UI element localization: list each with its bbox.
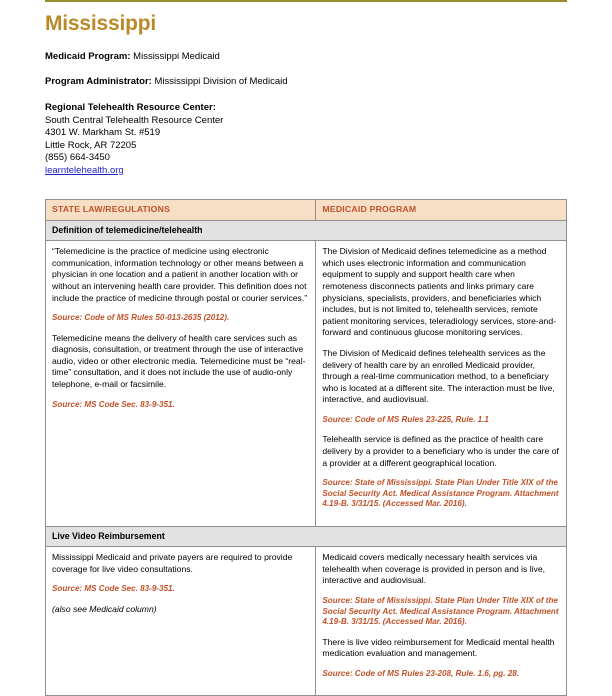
paragraph: The Division of Medicaid defines telemedicine as a method which uses electronic information and communication equipment to supply and support health care when remoteness disconnects patients and links primary care physicians, specialists, providers, and beneficiaries which includes, but is not limited to, telehealth services, remote patient monitoring services, teleradiology services, store-and-forward and continuous glucose monitoring services. bbox=[322, 246, 556, 338]
medicaid-program-label: Medicaid Program: bbox=[45, 51, 131, 62]
source-citation: Source: State of Mississippi. State Plan Under Title XIX of the Social Security Act. Medical Assistance Program. Attachment 4.19-B. 3/31/15. (Accessed Mar. 2016). bbox=[322, 478, 559, 509]
rtrc-heading: Regional Telehealth Resource Center: bbox=[45, 102, 216, 113]
cross-reference-note: (also see Medicaid column) bbox=[52, 603, 157, 614]
source-citation: Source: State of Mississippi. State Plan Under Title XIX of the Social Security Act. Medical Assistance Program. Attachment 4.19-B. 3/31/15. (Accessed Mar. 2016). bbox=[322, 596, 559, 627]
rtrc-address-line-1: 4301 W. Markham St. #519 bbox=[45, 127, 161, 138]
rtrc-phone: (855) 664-3450 bbox=[45, 152, 110, 163]
paragraph: “Telemedicine is the practice of medicine using electronic communication, information technology or other means between a physician in one location and a patient in another location with or without an intervening health care provider. This definition does not include the practice of medicine through postal or courier services.” bbox=[52, 246, 308, 303]
source-citation: Source: Code of MS Rules 23-225, Rule. 1.1 bbox=[322, 414, 489, 424]
table-row bbox=[46, 547, 567, 696]
cell-medicaid-live-video bbox=[316, 547, 567, 696]
source-citation: Source: MS Code Sec. 83-9-351. bbox=[52, 399, 175, 409]
policy-table bbox=[45, 199, 567, 696]
cell-state-law-live-video bbox=[46, 547, 316, 696]
rtrc-website-link[interactable]: learntelehealth.org bbox=[45, 164, 124, 176]
section-title-live-video: Live Video Reimbursement bbox=[46, 526, 567, 547]
header-rule bbox=[45, 0, 567, 2]
section-header-row bbox=[46, 526, 567, 547]
paragraph: The Division of Medicaid defines telehealth services as the delivery of health care by an enrolled Medicaid provider, through a real-time communication method, to a beneficiary who is located at a different site. The interaction must be live, interactive, and audiovisual. bbox=[322, 347, 555, 405]
table-header-row bbox=[46, 200, 567, 221]
program-administrator-label: Program Administrator: bbox=[45, 76, 152, 87]
rtrc-name: South Central Telehealth Resource Center bbox=[45, 114, 224, 126]
column-header-state-law: STATE LAW/REGULATIONS bbox=[46, 200, 316, 221]
medicaid-program-line bbox=[45, 50, 567, 63]
program-administrator-line bbox=[45, 75, 567, 88]
paragraph: Telehealth service is defined as the practice of health care delivery by a provider to a beneficiary who is under the care of a provider at a different geographical location. bbox=[322, 434, 559, 468]
page-title: Mississippi bbox=[45, 12, 157, 35]
rtrc-address-line-2: Little Rock, AR 72205 bbox=[45, 139, 137, 151]
paragraph: Mississippi Medicaid and private payers are required to provide coverage for live video consultations. bbox=[52, 552, 293, 574]
program-meta bbox=[45, 50, 567, 88]
paragraph: Telemedicine means the delivery of health care services such as diagnosis, consultation, or treatment through the use of interactive audio, video or other electronic media. Telemedicine must be “real-time” consultation, and it does not include the use of audio-only telephone, e-mail or facsimile. bbox=[52, 332, 306, 390]
source-citation: Source: MS Code Sec. 83-9-351. bbox=[52, 584, 175, 594]
section-header-row bbox=[46, 220, 567, 241]
policy-table-body bbox=[46, 200, 567, 696]
paragraph: There is live video reimbursement for Medicaid mental health medication evaluation and management. bbox=[322, 636, 555, 659]
column-header-medicaid-program: MEDICAID PROGRAM bbox=[316, 200, 567, 221]
section-title-definition: Definition of telemedicine/telehealth bbox=[46, 220, 567, 241]
program-administrator-value: Mississippi Division of Medicaid bbox=[151, 76, 288, 87]
medicaid-program-value: Mississippi Medicaid bbox=[130, 51, 220, 62]
regional-telehealth-resource-center bbox=[45, 102, 567, 177]
paragraph: Medicaid covers medically necessary health services via telehealth when coverage is provided in person and is live, interactive and audiovisual. bbox=[322, 552, 546, 586]
table-row bbox=[46, 241, 567, 527]
cell-state-law-definition bbox=[46, 241, 316, 527]
cell-medicaid-definition bbox=[316, 241, 567, 527]
source-citation: Source: Code of MS Rules 50-013-2635 (2012). bbox=[52, 313, 230, 323]
source-citation: Source: Code of MS Rules 23-208, Rule. 1.6, pg. 28. bbox=[322, 668, 519, 678]
